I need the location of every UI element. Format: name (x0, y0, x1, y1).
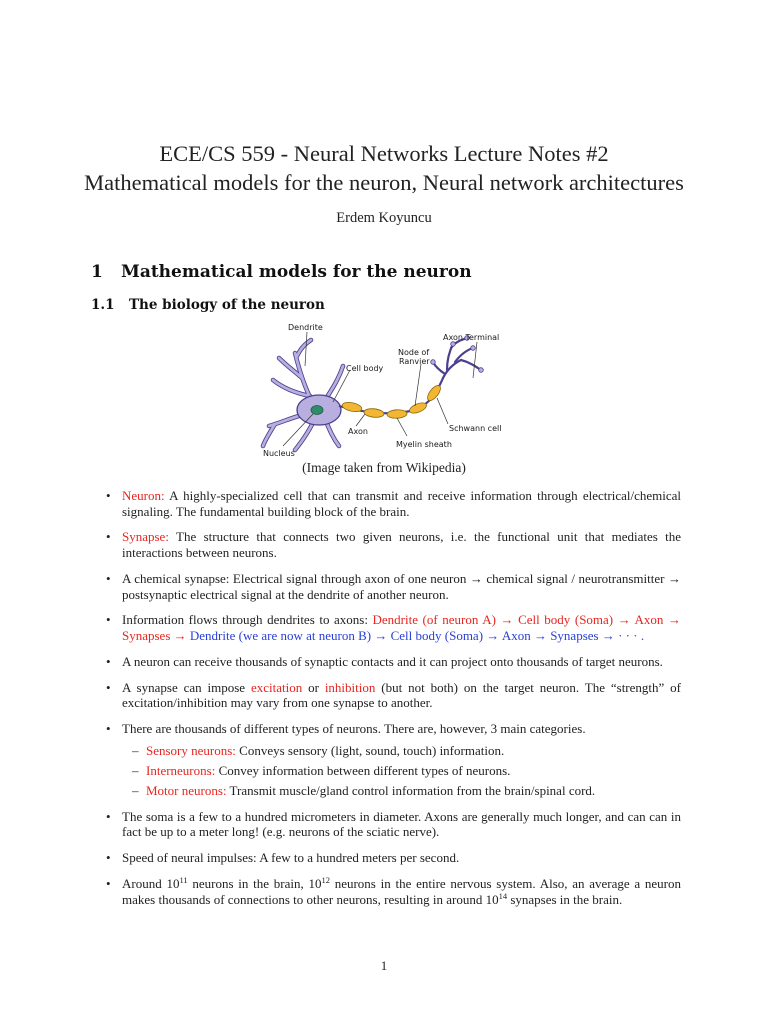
neuron-diagram (255, 318, 515, 460)
sub-item-text: Transmit muscle/gland control information from the brain/spinal cord. (226, 783, 596, 799)
item-text: Speed of neural impulses: A few to a hundred meters per second. (122, 850, 460, 866)
item-text: The structure that connects two given neurons, i.e. the functional unit that mediates the interactions between neurons. (122, 529, 681, 561)
item-text: There are thousands of different types of neurons. There are, however, 3 main categories. (122, 721, 586, 737)
label-myelin-sheath: Myelin sheath (396, 440, 452, 449)
label-schwann-cell: Schwann cell (449, 424, 502, 433)
term-sensory-neurons: Sensory neurons: (146, 742, 236, 758)
item-text: Around 10 (122, 876, 180, 892)
list-item (106, 809, 681, 840)
item-text: synapses in the brain. (507, 891, 623, 907)
list-item (106, 571, 681, 602)
sub-item-text: Convey information between different types of neurons. (215, 763, 511, 778)
label-cell-body: Cell body (346, 364, 384, 373)
list-item (106, 612, 681, 643)
flow-neuron-b: Dendrite (we are now at neuron B) → Cell body (Soma) → Axon → Synapses → · · · . (186, 628, 645, 644)
exponent: 14 (498, 890, 508, 901)
list-item (106, 876, 681, 907)
page-number: 1 (380, 958, 388, 973)
bullet-list (106, 488, 681, 918)
figure-caption: (Image taken from Wikipedia) (302, 460, 466, 475)
section-number: 1 (91, 262, 103, 282)
sub-list-item (132, 743, 681, 759)
item-text: (but not both) on the target neuron. The “strength” of excitation/inhibition may vary from one synapse to another. (122, 679, 681, 711)
sub-list-item (132, 783, 681, 799)
author-name: Erdem Koyuncu (336, 210, 432, 226)
item-text: A synapse can impose (122, 679, 251, 695)
label-node-of-ranvier-line2: Ranvier (399, 357, 430, 366)
sub-item-text: Conveys sensory (light, sound, touch) information. (235, 742, 505, 758)
list-item (106, 680, 681, 711)
section-title: Mathematical models for the neuron (121, 262, 472, 282)
neuron-categories-list (132, 743, 681, 799)
term-motor-neurons: Motor neurons: (146, 783, 227, 799)
item-text: neurons in the entire nervous system. Also, an average a neuron makes thousands of connections to other neurons, resulting in around 10 (122, 876, 682, 907)
exponent: 12 (321, 875, 330, 886)
subsection-title: The biology of the neuron (129, 297, 325, 313)
term-neuron: Neuron: (122, 488, 165, 503)
item-text: Information flows through dendrites to axons: (122, 612, 373, 628)
subsection-heading (91, 297, 325, 313)
section-heading (91, 262, 472, 282)
item-text: or (302, 679, 325, 695)
exponent: 11 (179, 875, 188, 886)
neuron-dendrites-fill (263, 340, 343, 450)
flow-neuron-a: Dendrite (of neuron A) → Cell body (Soma) → Axon → Synapses → (122, 612, 681, 644)
label-dendrite: Dendrite (288, 323, 323, 332)
item-text: The soma is a few to a hundred micrometers in diameter. Axons are generally much longer, and can can in fact be up to a meter long! (e.g. neurons of the sciatic nerve). (122, 808, 681, 840)
label-axon: Axon (348, 427, 368, 436)
label-node-of-ranvier-line1: Node of (398, 348, 430, 357)
list-item (106, 721, 681, 737)
list-item (106, 654, 681, 670)
term-inhibition: inhibition (324, 679, 376, 695)
list-item (106, 488, 681, 519)
term-synapse: Synapse: (122, 529, 169, 545)
document-title-line-1: ECE/CS 559 - Neural Networks Lecture Notes #2 (159, 141, 609, 166)
item-text: neurons in the brain, 10 (187, 876, 322, 892)
sub-list-item (132, 763, 681, 779)
nucleus (311, 406, 323, 415)
item-text: A chemical synapse: Electrical signal through axon of one neuron → chemical signal / neurotransmitter → postsynaptic electrical signal at the dendrite of another neuron. (122, 570, 681, 602)
term-interneurons: Interneurons: (146, 763, 216, 778)
list-item (106, 529, 681, 560)
item-text: A highly-specialized cell that can transmit and receive information through electrical/chemical signaling. The fundamental building block of the brain. (122, 488, 681, 519)
list-item (106, 850, 681, 866)
label-nucleus: Nucleus (263, 449, 295, 458)
label-axon-terminal: Axon Terminal (443, 333, 500, 342)
term-excitation: excitation (250, 679, 303, 695)
subsection-number: 1.1 (91, 297, 115, 313)
item-text: A neuron can receive thousands of synaptic contacts and it can project onto thousands of target neurons. (122, 653, 663, 669)
document-title-line-2: Mathematical models for the neuron, Neural network architectures (84, 170, 684, 195)
